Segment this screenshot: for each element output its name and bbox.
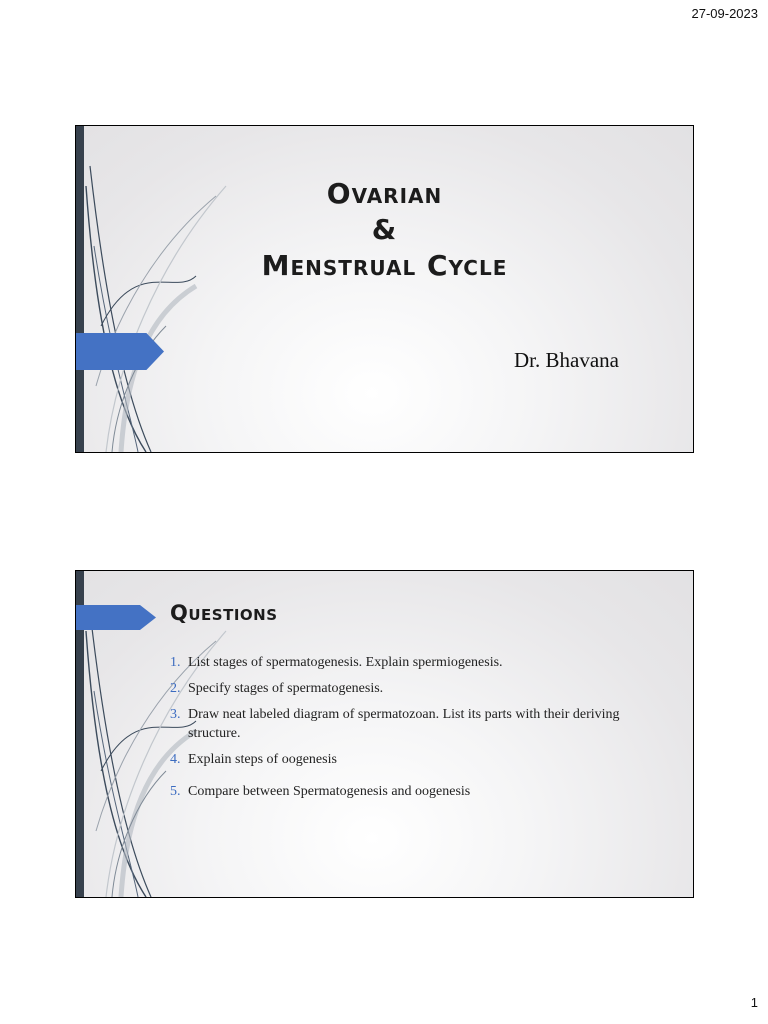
question-text: Explain steps of oogenesis: [188, 752, 337, 767]
list-item: [170, 653, 640, 672]
author-name: Dr. Bhavana: [514, 348, 619, 372]
title-line-1: Ovarian: [326, 177, 443, 210]
arrow-tab-icon: [76, 333, 164, 370]
question-list: [170, 653, 640, 801]
slide-title: [76, 176, 693, 284]
question-number: 2.: [170, 681, 181, 696]
question-number: 3.: [170, 707, 181, 722]
title-line-2: &: [371, 213, 398, 246]
questions-slide: [75, 570, 694, 898]
questions-heading: Questions: [170, 601, 278, 625]
question-number: 4.: [170, 752, 181, 767]
question-text: List stages of spermatogenesis. Explain spermiogenesis.: [188, 655, 503, 670]
title-slide: [75, 125, 694, 453]
question-number: 1.: [170, 655, 181, 670]
question-number: 5.: [170, 784, 181, 799]
list-item: [170, 705, 640, 743]
question-text: Specify stages of spermatogenesis.: [188, 681, 384, 696]
page-number: 1: [750, 995, 758, 1010]
page-date: 27-09-2023: [691, 6, 758, 21]
title-line-3: Menstrual Cycle: [261, 249, 508, 282]
swoosh-lines-decoration: [76, 126, 236, 452]
list-item: [170, 679, 640, 698]
arrow-tab-icon: [76, 605, 156, 630]
list-item: [170, 782, 640, 801]
question-text: Compare between Spermatogenesis and oogenesis: [188, 784, 471, 799]
question-text: Draw neat labeled diagram of spermatozoan. List its parts with their deriving structure.: [188, 707, 620, 741]
list-item: [170, 750, 640, 769]
